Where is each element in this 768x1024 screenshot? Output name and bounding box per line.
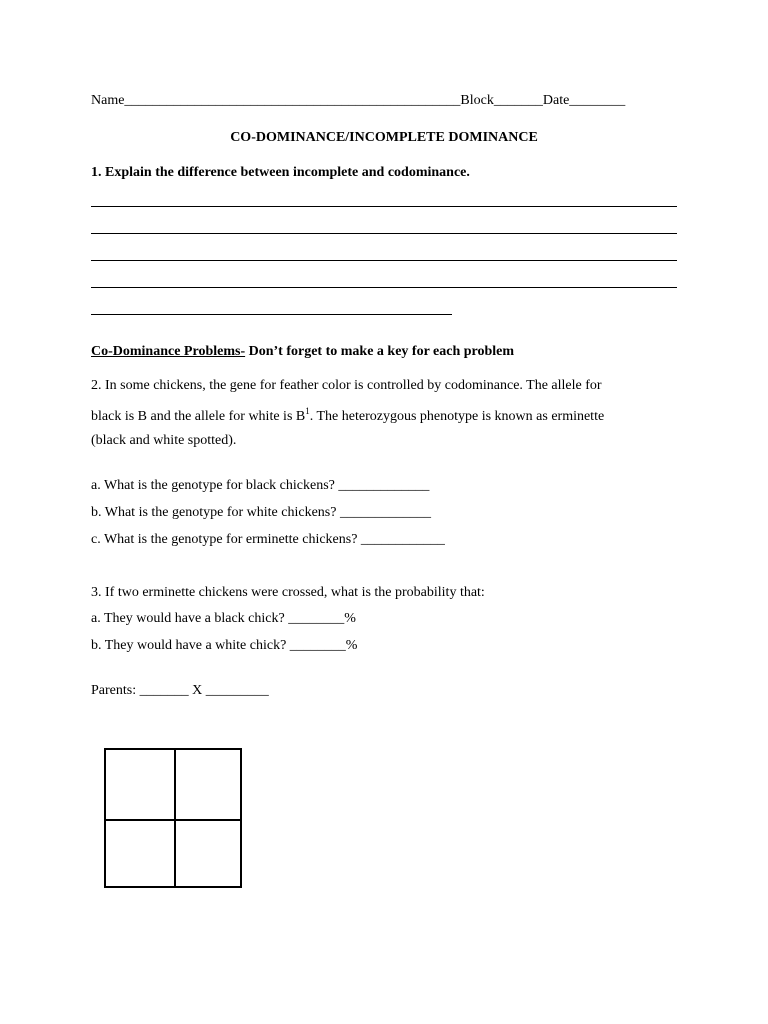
answer-line-4[interactable] (91, 287, 677, 288)
question-2c[interactable]: c. What is the genotype for erminette chickens? ____________ (91, 532, 445, 547)
question-2-line-2 (91, 406, 604, 425)
question-2-line-2-end: . The heterozygous phenotype is known as erminette (309, 409, 605, 424)
allele-superscript: 1 (305, 406, 310, 416)
question-3-intro: 3. If two erminette chickens were crossed, what is the probability that: (91, 585, 485, 600)
question-3a[interactable]: a. They would have a black chick? ________% (91, 611, 356, 626)
section-heading: Co-Dominance Problems- (91, 344, 246, 359)
name-block-date-line[interactable]: Name________________________________________________Block_______Date________ (91, 93, 626, 108)
question-2-line-3: (black and white spotted). (91, 433, 237, 448)
punnett-vertical-divider (174, 750, 176, 886)
punnett-square[interactable] (104, 748, 242, 888)
answer-line-3[interactable] (91, 260, 677, 261)
section-heading-line (91, 344, 514, 360)
question-2-line-2-text: black is B and the allele for white is B (91, 409, 306, 424)
question-2a[interactable]: a. What is the genotype for black chickens? _____________ (91, 478, 430, 493)
answer-line-5[interactable] (91, 314, 452, 315)
parents-line[interactable]: Parents: _______ X _________ (91, 683, 269, 698)
question-1: 1. Explain the difference between incomplete and codominance. (91, 165, 470, 180)
section-subtitle: Don’t forget to make a key for each problem (245, 344, 515, 359)
worksheet-title: CO-DOMINANCE/INCOMPLETE DOMINANCE (230, 130, 538, 145)
answer-line-2[interactable] (91, 233, 677, 234)
question-3b[interactable]: b. They would have a white chick? ________% (91, 638, 358, 653)
answer-line-1[interactable] (91, 206, 677, 207)
question-2-line-1: 2. In some chickens, the gene for feather color is controlled by codominance. The allele for (91, 378, 602, 393)
punnett-horizontal-divider (106, 819, 240, 821)
question-2b[interactable]: b. What is the genotype for white chickens? _____________ (91, 505, 431, 520)
